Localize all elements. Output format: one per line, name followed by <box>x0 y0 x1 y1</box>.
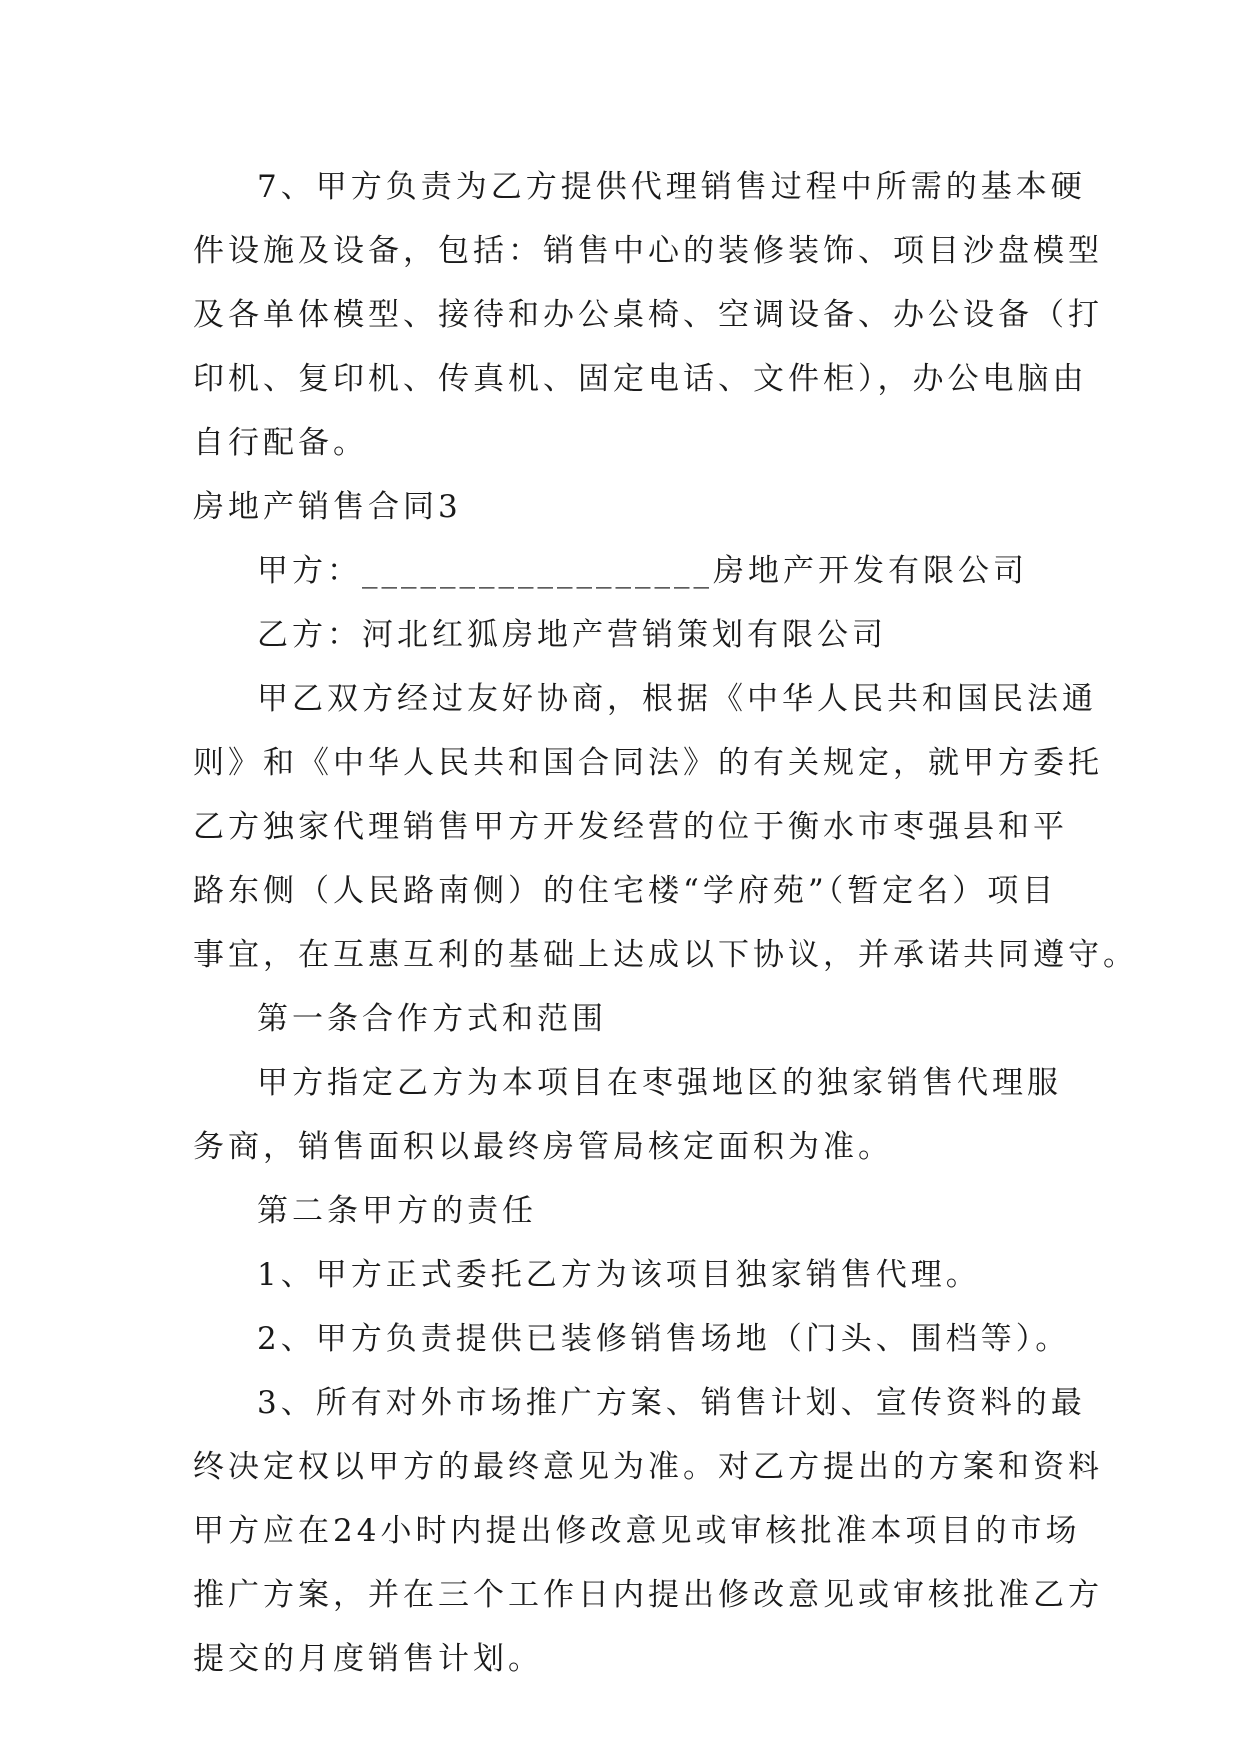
paragraph-line: 乙方：河北红狐房地产营销策划有限公司 <box>257 617 887 653</box>
paragraph-line: 印机、复印机、传真机、固定电话、文件柜），办公电脑由 <box>193 361 1088 397</box>
paragraph-line: 事宜，在互惠互利的基础上达成以下协议，并承诺共同遵守。 <box>193 937 1138 973</box>
paragraph-line: 房地产销售合同3 <box>193 489 462 525</box>
document-body <box>193 155 1138 1691</box>
paragraph-line: 第二条甲方的责任 <box>257 1193 537 1229</box>
paragraph-line: 甲方：__________________房地产开发有限公司 <box>257 553 1028 589</box>
paragraph-line: 件设施及设备，包括：销售中心的装修装饰、项目沙盘模型 <box>193 233 1103 269</box>
paragraph-line: 3、所有对外市场推广方案、销售计划、宣传资料的最 <box>257 1385 1086 1421</box>
paragraph-line: 及各单体模型、接待和办公桌椅、空调设备、办公设备（打 <box>193 297 1103 333</box>
paragraph-line: 路东侧（人民路南侧）的住宅楼“学府苑”（暂定名）项目 <box>193 873 1058 909</box>
paragraph <box>193 1179 1053 1243</box>
paragraph-line: 务商，销售面积以最终房管局核定面积为准。 <box>193 1129 893 1165</box>
paragraph-line: 甲方指定乙方为本项目在枣强地区的独家销售代理服 <box>257 1065 1062 1101</box>
paragraph <box>193 475 1053 539</box>
paragraph-line: 甲乙双方经过友好协商，根据《中华人民共和国民法通 <box>257 681 1097 717</box>
paragraph-line: 推广方案，并在三个工作日内提出修改意见或审核批准乙方 <box>193 1577 1103 1613</box>
paragraph <box>193 1243 1053 1307</box>
paragraph-line: 第一条合作方式和范围 <box>257 1001 607 1037</box>
paragraph <box>193 1051 1062 1179</box>
paragraph-line: 乙方独家代理销售甲方开发经营的位于衡水市枣强县和平 <box>193 809 1068 845</box>
paragraph-line: 7、甲方负责为乙方提供代理销售过程中所需的基本硬 <box>257 169 1086 205</box>
paragraph <box>193 1371 1103 1691</box>
paragraph-line: 则》和《中华人民共和国合同法》的有关规定，就甲方委托 <box>193 745 1103 781</box>
paragraph <box>193 539 1053 603</box>
paragraph <box>193 987 1053 1051</box>
paragraph-line: 提交的月度销售计划。 <box>193 1641 543 1677</box>
paragraph-line: 终决定权以甲方的最终意见为准。对乙方提出的方案和资料 <box>193 1449 1103 1485</box>
paragraph <box>193 667 1138 987</box>
paragraph <box>193 1307 1071 1371</box>
paragraph-line: 1、甲方正式委托乙方为该项目独家销售代理。 <box>257 1257 981 1293</box>
paragraph <box>193 155 1103 475</box>
paragraph <box>193 603 1053 667</box>
paragraph-line: 自行配备。 <box>193 425 368 461</box>
paragraph-line: 甲方应在24小时内提出修改意见或审核批准本项目的市场 <box>193 1513 1081 1549</box>
paragraph-line: 2、甲方负责提供已装修销售场地（门头、围档等）。 <box>257 1321 1071 1357</box>
